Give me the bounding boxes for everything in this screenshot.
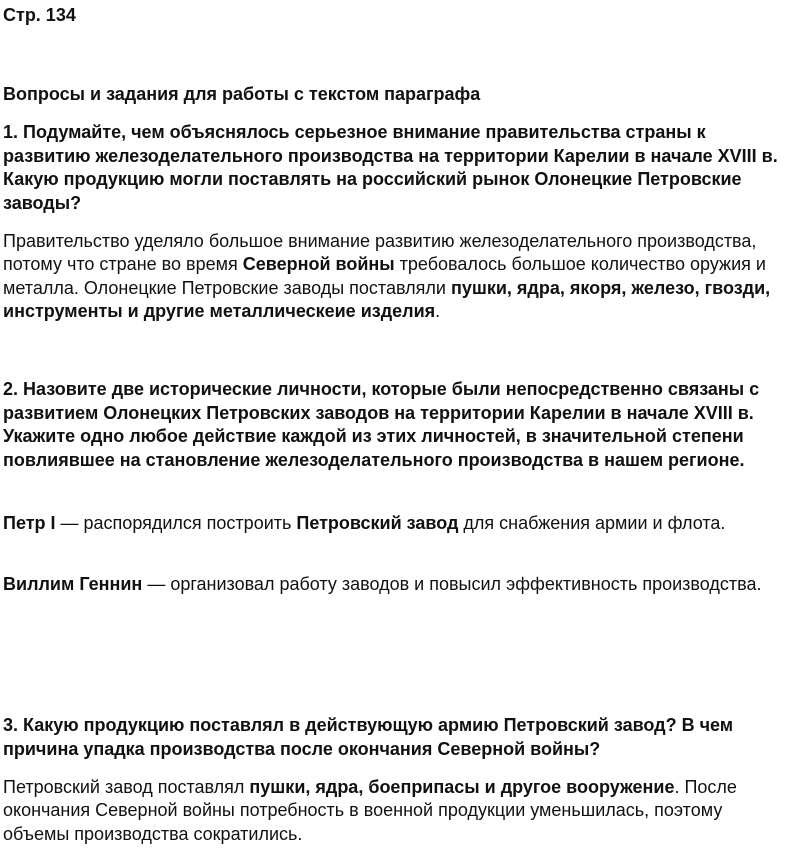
answer-2a-bold-2: Петровский завод (296, 513, 459, 533)
page-number: Стр. 134 (3, 5, 76, 25)
answer-3-bold-1: пушки, ядра, боеприпасы и другое вооружение (249, 777, 675, 797)
answer-2-peter (3, 512, 793, 535)
question-2: 2. Назовите две исторические личности, которые были непосредственно связаны с развитием Олонецких Петровских заводов на территории Карелии в начале XVIII в. Укажите одно любое действие каждой из этих личностей, в значительной степени повлиявшее на становление железоделательного производства в нашем регионе. (3, 379, 760, 470)
answer-2a-text-1: — распорядился построить (55, 513, 297, 533)
answer-2-gennin (3, 573, 793, 596)
answer-1 (3, 230, 793, 323)
answer-1-text-2: требовалось большое количество оружия и металла. Олонецкие Петровские заводы поставляли (3, 254, 766, 298)
question-3: 3. Какую продукцию поставлял в действующую армию Петровский завод? В чем причина упадка производства после окончания Северной войны? (3, 715, 734, 759)
answer-1-text-3: . (435, 300, 441, 321)
answer-3 (3, 776, 793, 846)
answer-1-bold-1: Северной войны (242, 254, 395, 275)
answer-1-text-1: Правительство уделяло большое внимание развитию железоделательного производства, потому что стране во время (3, 231, 757, 275)
section-title: Вопросы и задания для работы с текстом параграфа (3, 84, 481, 104)
answer-1-bold-2: пушки, ядра, якоря, железо, гвозди, инструменты и другие металлическеие изделия (3, 277, 771, 321)
answer-3-text-1: Петровский завод поставлял (3, 777, 250, 797)
answer-2b-text-1: — организовал работу заводов и повысил эффективность производства. (142, 574, 762, 594)
answer-2b-bold-1: Виллим Геннин (3, 574, 143, 594)
answer-2a-text-2: для снабжения армии и флота. (458, 513, 726, 533)
question-1: 1. Подумайте, чем объяснялось серьезное внимание правительства страны к развитию железоделательного производства на территории Карелии в начале XVIII в. Какую продукцию могли поставлять на российский рынок Олонецкие Петровские заводы? (3, 122, 778, 213)
answer-2a-bold-1: Петр I (3, 513, 56, 533)
answer-3-text-2: . После окончания Северной войны потребность в военной продукции уменьшилась, поэтому объемы производства сократились. (3, 777, 737, 844)
